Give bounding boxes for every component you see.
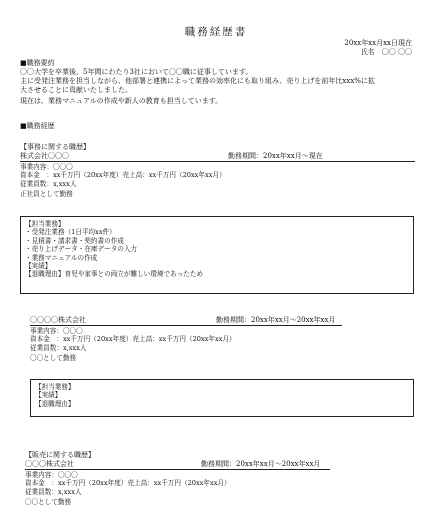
- job3-header: [25, 460, 330, 470]
- job1-period: 勤務期間：20xx年xx月～現在: [228, 152, 323, 160]
- summary-line: 主に受発注業務を担当しながら、他部署と連携によって業務の効率化にも取り組み、売り上げを前年比xxx%に拡: [20, 77, 375, 85]
- job3-details: [25, 471, 231, 507]
- summary-body: [20, 68, 375, 106]
- job2-details: [30, 327, 236, 363]
- document-title: 職務経歴書: [184, 26, 248, 38]
- job2-detail: 資本金 ：xx千万円（20xx年度）売上高：xx千万円（20xx年xx月）: [30, 335, 236, 344]
- job2-company: 〇〇〇〇株式会社: [30, 316, 86, 324]
- section-sales-heading: 【販売に関する職歴】: [25, 451, 95, 459]
- applicant-name: 氏名 〇〇 〇〇: [360, 48, 412, 56]
- job1-detail: 従業員数：x,xxx人: [20, 179, 77, 188]
- summary-line: 〇〇大学を卒業後、5年間にわたり3社において〇〇職に従事しています。: [20, 68, 253, 76]
- duty-line: ・業務マニュアルの作成: [25, 253, 98, 262]
- job2-detail: 〇〇として勤務: [30, 354, 77, 363]
- duty-line: 【退職理由】育児や家事との両立が難しい環境であったため: [25, 270, 203, 279]
- job2-duties-box: [30, 379, 414, 417]
- job1-header: [20, 152, 415, 162]
- job2-detail: 事業内容：〇〇〇: [30, 327, 83, 335]
- job1-detail: 資本金 ：xx千万円（20xx年度）売上高：xx千万円（20xx年xx月）: [20, 171, 226, 180]
- duty-line: 【担当業務】: [35, 383, 75, 391]
- job1-company: 株式会社〇〇〇: [20, 152, 69, 160]
- summary-line: 現在は、業務マニュアルの作成や新人の教育も担当しています。: [20, 97, 223, 105]
- job3-company: 〇〇〇株式会社: [25, 460, 74, 468]
- job3-period: 勤務期間：20xx年xx月～20xx年xx月: [201, 460, 321, 468]
- job1-details: [20, 163, 226, 199]
- job2-detail: 従業員数：x,xxx人: [30, 343, 87, 352]
- career-heading: ■職務経歴: [20, 122, 55, 130]
- duty-line: ・見積書・請求書・契約書の作成: [25, 236, 124, 245]
- duty-line: ・受発注業務（1日平均xx件）: [25, 228, 116, 237]
- summary-heading: ■職務要約: [20, 59, 55, 67]
- job1-detail: 事業内容：〇〇〇: [20, 163, 73, 171]
- job3-detail: 資本金 ：xx千万円（20xx年度）売上高：xx千万円（20xx年xx月）: [25, 479, 231, 488]
- duty-line: 【担当業務】: [25, 220, 65, 228]
- document-date: 20xx年xx月xx日現在: [344, 39, 412, 47]
- summary-line: 大させることに貢献いたしました。: [20, 86, 132, 94]
- job1-duties-box: [20, 216, 414, 294]
- duty-line: 【実績】: [35, 391, 62, 400]
- duty-line: 【実績】: [25, 262, 52, 271]
- job2-period: 勤務期間：20xx年xx月～20xx年xx月: [216, 316, 336, 324]
- job2-header: [30, 316, 342, 326]
- job3-detail: 従業員数：x,xxx人: [25, 487, 82, 496]
- section-office-heading: 【事務に関する職歴】: [20, 143, 90, 151]
- job3-detail: 事業内容：〇〇〇: [25, 471, 78, 479]
- job1-detail: 正社員として勤務: [20, 190, 73, 199]
- duty-line: 【退職理由】: [35, 399, 75, 408]
- duty-line: ・売り上げデータ・在庫データの入力: [25, 245, 138, 254]
- job3-detail: 〇〇として勤務: [25, 498, 72, 507]
